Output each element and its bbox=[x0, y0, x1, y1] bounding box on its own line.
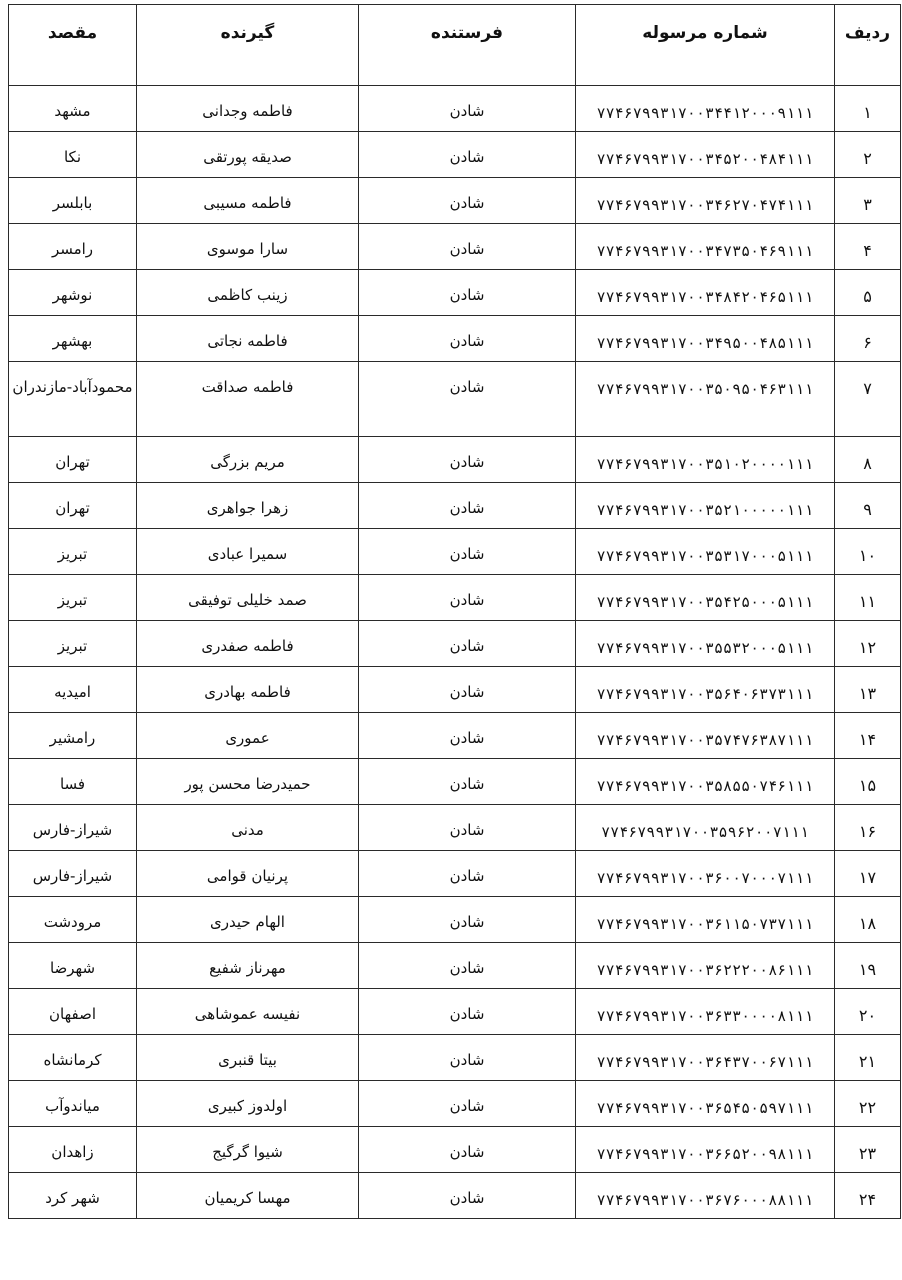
receiver-cell: عموری bbox=[137, 713, 359, 759]
row-number-cell: ۲ bbox=[835, 132, 901, 178]
row-number-cell: ۱۶ bbox=[835, 805, 901, 851]
table-row bbox=[9, 483, 901, 529]
receiver-cell: اولدوز کبیری bbox=[137, 1081, 359, 1127]
table-row bbox=[9, 224, 901, 270]
tracking-number-cell: ۷۷۴۶۷۹۹۳۱۷۰۰۳۶۳۳۰۰۰۰۸۱۱۱ bbox=[576, 989, 835, 1035]
receiver-cell: شیوا گرگیج bbox=[137, 1127, 359, 1173]
receiver-cell: زینب کاظمی bbox=[137, 270, 359, 316]
tracking-number-cell: ۷۷۴۶۷۹۹۳۱۷۰۰۳۵۹۶۲۰۰۷۱۱۱ bbox=[576, 805, 835, 851]
receiver-cell: نفیسه عموشاهی bbox=[137, 989, 359, 1035]
destination-cell: محمودآباد-مازندران bbox=[9, 362, 137, 437]
destination-cell: نوشهر bbox=[9, 270, 137, 316]
sender-cell: شادن bbox=[359, 132, 576, 178]
receiver-cell: سارا موسوی bbox=[137, 224, 359, 270]
receiver-cell: فاطمه نجاتی bbox=[137, 316, 359, 362]
tracking-number-cell: ۷۷۴۶۷۹۹۳۱۷۰۰۳۴۵۲۰۰۴۸۴۱۱۱ bbox=[576, 132, 835, 178]
destination-cell: مشهد bbox=[9, 86, 137, 132]
destination-cell: فسا bbox=[9, 759, 137, 805]
destination-cell: رامسر bbox=[9, 224, 137, 270]
destination-cell: بابلسر bbox=[9, 178, 137, 224]
destination-cell: شیراز-فارس bbox=[9, 851, 137, 897]
receiver-cell: صمد خلیلی توفیقی bbox=[137, 575, 359, 621]
destination-cell: رامشیر bbox=[9, 713, 137, 759]
receiver-cell: زهرا جواهری bbox=[137, 483, 359, 529]
destination-cell: شیراز-فارس bbox=[9, 805, 137, 851]
row-number-cell: ۱۴ bbox=[835, 713, 901, 759]
receiver-cell: بیتا قنبری bbox=[137, 1035, 359, 1081]
row-number-cell: ۱۹ bbox=[835, 943, 901, 989]
receiver-cell: پرنیان قوامی bbox=[137, 851, 359, 897]
tracking-number-cell: ۷۷۴۶۷۹۹۳۱۷۰۰۳۶۷۶۰۰۰۸۸۱۱۱ bbox=[576, 1173, 835, 1219]
tracking-number-cell: ۷۷۴۶۷۹۹۳۱۷۰۰۳۵۸۵۵۰۷۴۶۱۱۱ bbox=[576, 759, 835, 805]
sender-cell: شادن bbox=[359, 1081, 576, 1127]
sender-cell: شادن bbox=[359, 529, 576, 575]
receiver-cell: مریم بزرگی bbox=[137, 437, 359, 483]
tracking-number-cell: ۷۷۴۶۷۹۹۳۱۷۰۰۳۶۶۵۲۰۰۹۸۱۱۱ bbox=[576, 1127, 835, 1173]
row-number-cell: ۳ bbox=[835, 178, 901, 224]
sender-cell: شادن bbox=[359, 989, 576, 1035]
row-number-cell: ۶ bbox=[835, 316, 901, 362]
header-receiver: گیرنده bbox=[137, 5, 359, 86]
row-number-cell: ۱۲ bbox=[835, 621, 901, 667]
destination-cell: تهران bbox=[9, 437, 137, 483]
header-destination: مقصد bbox=[9, 5, 137, 86]
table-row bbox=[9, 851, 901, 897]
tracking-number-cell: ۷۷۴۶۷۹۹۳۱۷۰۰۳۵۷۴۷۶۳۸۷۱۱۱ bbox=[576, 713, 835, 759]
destination-cell: تهران bbox=[9, 483, 137, 529]
row-number-cell: ۲۱ bbox=[835, 1035, 901, 1081]
tracking-number-cell: ۷۷۴۶۷۹۹۳۱۷۰۰۳۵۳۱۷۰۰۰۵۱۱۱ bbox=[576, 529, 835, 575]
row-number-cell: ۱۳ bbox=[835, 667, 901, 713]
sender-cell: شادن bbox=[359, 575, 576, 621]
receiver-cell: فاطمه بهادری bbox=[137, 667, 359, 713]
destination-cell: شهر کرد bbox=[9, 1173, 137, 1219]
tracking-number-cell: ۷۷۴۶۷۹۹۳۱۷۰۰۳۴۶۲۷۰۴۷۴۱۱۱ bbox=[576, 178, 835, 224]
destination-cell: زاهدان bbox=[9, 1127, 137, 1173]
tracking-number-cell: ۷۷۴۶۷۹۹۳۱۷۰۰۳۶۲۲۲۰۰۸۶۱۱۱ bbox=[576, 943, 835, 989]
tracking-number-cell: ۷۷۴۶۷۹۹۳۱۷۰۰۳۴۴۱۲۰۰۰۹۱۱۱ bbox=[576, 86, 835, 132]
sender-cell: شادن bbox=[359, 805, 576, 851]
table-row bbox=[9, 575, 901, 621]
table-row bbox=[9, 805, 901, 851]
table-row bbox=[9, 713, 901, 759]
sender-cell: شادن bbox=[359, 437, 576, 483]
destination-cell: تبریز bbox=[9, 621, 137, 667]
tracking-number-cell: ۷۷۴۶۷۹۹۳۱۷۰۰۳۵۵۳۲۰۰۰۵۱۱۱ bbox=[576, 621, 835, 667]
sender-cell: شادن bbox=[359, 362, 576, 437]
row-number-cell: ۱ bbox=[835, 86, 901, 132]
receiver-cell: الهام حیدری bbox=[137, 897, 359, 943]
destination-cell: کرمانشاه bbox=[9, 1035, 137, 1081]
table-row bbox=[9, 362, 901, 437]
receiver-cell: فاطمه صفدری bbox=[137, 621, 359, 667]
table-row bbox=[9, 529, 901, 575]
tracking-number-cell: ۷۷۴۶۷۹۹۳۱۷۰۰۳۶۵۴۵۰۵۹۷۱۱۱ bbox=[576, 1081, 835, 1127]
sender-cell: شادن bbox=[359, 943, 576, 989]
header-tracking-number: شماره مرسوله bbox=[576, 5, 835, 86]
sender-cell: شادن bbox=[359, 621, 576, 667]
row-number-cell: ۱۷ bbox=[835, 851, 901, 897]
sender-cell: شادن bbox=[359, 897, 576, 943]
destination-cell: میاندوآب bbox=[9, 1081, 137, 1127]
receiver-cell: مدنی bbox=[137, 805, 359, 851]
tracking-number-cell: ۷۷۴۶۷۹۹۳۱۷۰۰۳۵۴۲۵۰۰۰۵۱۱۱ bbox=[576, 575, 835, 621]
receiver-cell: مهسا کریمیان bbox=[137, 1173, 359, 1219]
row-number-cell: ۲۰ bbox=[835, 989, 901, 1035]
tracking-number-cell: ۷۷۴۶۷۹۹۳۱۷۰۰۳۵۱۰۲۰۰۰۰۱۱۱ bbox=[576, 437, 835, 483]
tracking-number-cell: ۷۷۴۶۷۹۹۳۱۷۰۰۳۴۹۵۰۰۴۸۵۱۱۱ bbox=[576, 316, 835, 362]
sender-cell: شادن bbox=[359, 851, 576, 897]
row-number-cell: ۱۱ bbox=[835, 575, 901, 621]
shipments-table bbox=[8, 4, 901, 1219]
tracking-number-cell: ۷۷۴۶۷۹۹۳۱۷۰۰۳۴۷۳۵۰۴۶۹۱۱۱ bbox=[576, 224, 835, 270]
table-row bbox=[9, 1173, 901, 1219]
destination-cell: نکا bbox=[9, 132, 137, 178]
row-number-cell: ۱۸ bbox=[835, 897, 901, 943]
sender-cell: شادن bbox=[359, 759, 576, 805]
receiver-cell: فاطمه صداقت bbox=[137, 362, 359, 437]
sender-cell: شادن bbox=[359, 316, 576, 362]
sender-cell: شادن bbox=[359, 270, 576, 316]
receiver-cell: صدیقه پورتقی bbox=[137, 132, 359, 178]
sender-cell: شادن bbox=[359, 713, 576, 759]
tracking-number-cell: ۷۷۴۶۷۹۹۳۱۷۰۰۳۵۶۴۰۶۳۷۳۱۱۱ bbox=[576, 667, 835, 713]
table-row bbox=[9, 759, 901, 805]
sender-cell: شادن bbox=[359, 667, 576, 713]
table-row bbox=[9, 270, 901, 316]
table-row bbox=[9, 943, 901, 989]
row-number-cell: ۱۵ bbox=[835, 759, 901, 805]
sender-cell: شادن bbox=[359, 178, 576, 224]
sender-cell: شادن bbox=[359, 224, 576, 270]
table-row bbox=[9, 621, 901, 667]
table-row bbox=[9, 86, 901, 132]
destination-cell: مرودشت bbox=[9, 897, 137, 943]
tracking-number-cell: ۷۷۴۶۷۹۹۳۱۷۰۰۳۶۴۳۷۰۰۶۷۱۱۱ bbox=[576, 1035, 835, 1081]
table-row bbox=[9, 989, 901, 1035]
row-number-cell: ۱۰ bbox=[835, 529, 901, 575]
destination-cell: اصفهان bbox=[9, 989, 137, 1035]
destination-cell: شهرضا bbox=[9, 943, 137, 989]
row-number-cell: ۸ bbox=[835, 437, 901, 483]
table-row bbox=[9, 178, 901, 224]
sender-cell: شادن bbox=[359, 1127, 576, 1173]
destination-cell: بهشهر bbox=[9, 316, 137, 362]
header-sender: فرستنده bbox=[359, 5, 576, 86]
tracking-number-cell: ۷۷۴۶۷۹۹۳۱۷۰۰۳۴۸۴۲۰۴۶۵۱۱۱ bbox=[576, 270, 835, 316]
tracking-number-cell: ۷۷۴۶۷۹۹۳۱۷۰۰۳۵۰۹۵۰۴۶۳۱۱۱ bbox=[576, 362, 835, 437]
table-row bbox=[9, 316, 901, 362]
sender-cell: شادن bbox=[359, 483, 576, 529]
table-row bbox=[9, 1035, 901, 1081]
receiver-cell: فاطمه وجدانی bbox=[137, 86, 359, 132]
row-number-cell: ۵ bbox=[835, 270, 901, 316]
table-row bbox=[9, 1081, 901, 1127]
row-number-cell: ۹ bbox=[835, 483, 901, 529]
destination-cell: تبریز bbox=[9, 529, 137, 575]
tracking-number-cell: ۷۷۴۶۷۹۹۳۱۷۰۰۳۵۲۱۰۰۰۰۰۱۱۱ bbox=[576, 483, 835, 529]
tracking-number-cell: ۷۷۴۶۷۹۹۳۱۷۰۰۳۶۰۰۷۰۰۰۷۱۱۱ bbox=[576, 851, 835, 897]
table-row bbox=[9, 1127, 901, 1173]
table-row bbox=[9, 132, 901, 178]
tracking-number-cell: ۷۷۴۶۷۹۹۳۱۷۰۰۳۶۱۱۵۰۷۳۷۱۱۱ bbox=[576, 897, 835, 943]
sender-cell: شادن bbox=[359, 1173, 576, 1219]
destination-cell: امیدیه bbox=[9, 667, 137, 713]
receiver-cell: سمیرا عبادی bbox=[137, 529, 359, 575]
row-number-cell: ۷ bbox=[835, 362, 901, 437]
receiver-cell: حمیدرضا محسن پور bbox=[137, 759, 359, 805]
destination-cell: تبریز bbox=[9, 575, 137, 621]
table-row bbox=[9, 437, 901, 483]
row-number-cell: ۴ bbox=[835, 224, 901, 270]
header-row bbox=[9, 5, 901, 86]
sender-cell: شادن bbox=[359, 1035, 576, 1081]
receiver-cell: مهرناز شفیع bbox=[137, 943, 359, 989]
row-number-cell: ۲۳ bbox=[835, 1127, 901, 1173]
table-row bbox=[9, 897, 901, 943]
sender-cell: شادن bbox=[359, 86, 576, 132]
row-number-cell: ۲۲ bbox=[835, 1081, 901, 1127]
header-row-number: ردیف bbox=[835, 5, 901, 86]
row-number-cell: ۲۴ bbox=[835, 1173, 901, 1219]
receiver-cell: فاطمه مسیبی bbox=[137, 178, 359, 224]
table-row bbox=[9, 667, 901, 713]
